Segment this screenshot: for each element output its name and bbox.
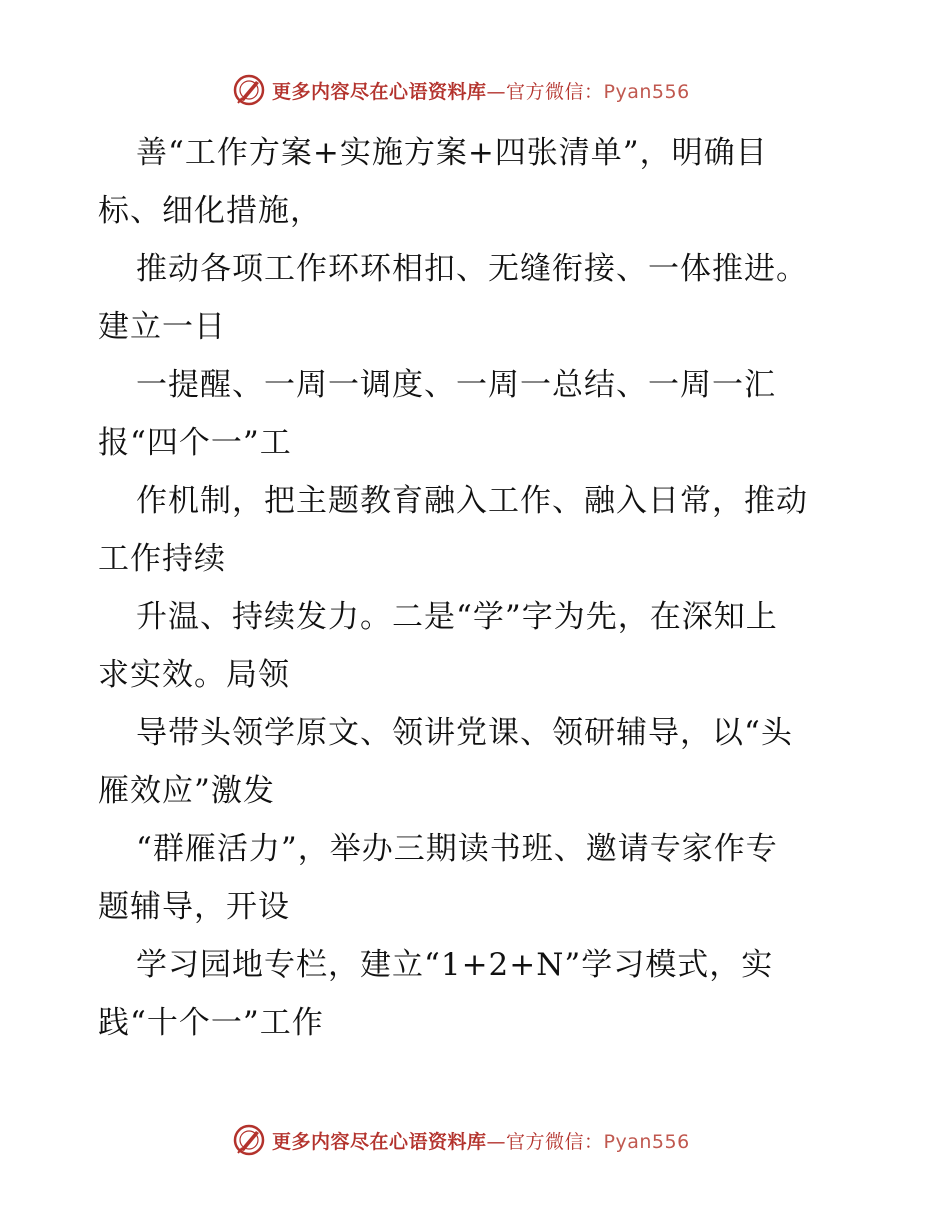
text-line: 善“工作方案+实施方案+四张清单”，明确目 <box>136 135 768 171</box>
text-line: 践“十个一”工作 <box>98 1005 324 1041</box>
text-line: 导带头领学原文、领讲党课、领研辅导，以“头 <box>136 715 793 751</box>
red-quill-seal-icon <box>232 1123 266 1157</box>
header-watermark <box>232 70 690 110</box>
red-quill-seal-icon <box>232 73 266 107</box>
text-line: “群雁活力”，举办三期读书班、邀请专家作专 <box>136 831 778 867</box>
text-line: 求实效。局领 <box>98 657 290 693</box>
text-line: 作机制，把主题教育融入工作、融入日常，推动 <box>136 483 808 519</box>
watermark-suffix: 官方微信： <box>506 80 604 103</box>
watermark-separator: — <box>486 80 507 103</box>
text-line: 建立一日 <box>98 309 226 345</box>
watermark-suffix: 官方微信： <box>506 1130 604 1153</box>
text-line: 学习园地专栏，建立“1+2+N”学习模式，实 <box>136 947 774 983</box>
text-line: 工作持续 <box>98 541 226 577</box>
document-body <box>98 124 858 1052</box>
text-line: 报“四个一”工 <box>98 425 292 461</box>
watermark-id: Pyan556 <box>603 80 690 103</box>
text-line: 升温、持续发力。二是“学”字为先，在深知上 <box>136 599 778 635</box>
text-line: 标、细化措施， <box>98 193 322 229</box>
text-line: 一提醒、一周一调度、一周一总结、一周一汇 <box>136 367 776 403</box>
watermark-id: Pyan556 <box>603 1130 690 1153</box>
text-line: 推动各项工作环环相扣、无缝衔接、一体推进。 <box>136 251 808 287</box>
watermark-separator: — <box>486 1130 507 1153</box>
text-line: 题辅导，开设 <box>98 889 290 925</box>
watermark-prefix: 更多内容尽在心语资料库 <box>272 1130 487 1153</box>
watermark-text <box>272 1127 690 1154</box>
watermark-prefix: 更多内容尽在心语资料库 <box>272 80 487 103</box>
text-line: 雁效应”激发 <box>98 773 275 809</box>
watermark-text <box>272 77 690 104</box>
footer-watermark <box>232 1120 690 1160</box>
